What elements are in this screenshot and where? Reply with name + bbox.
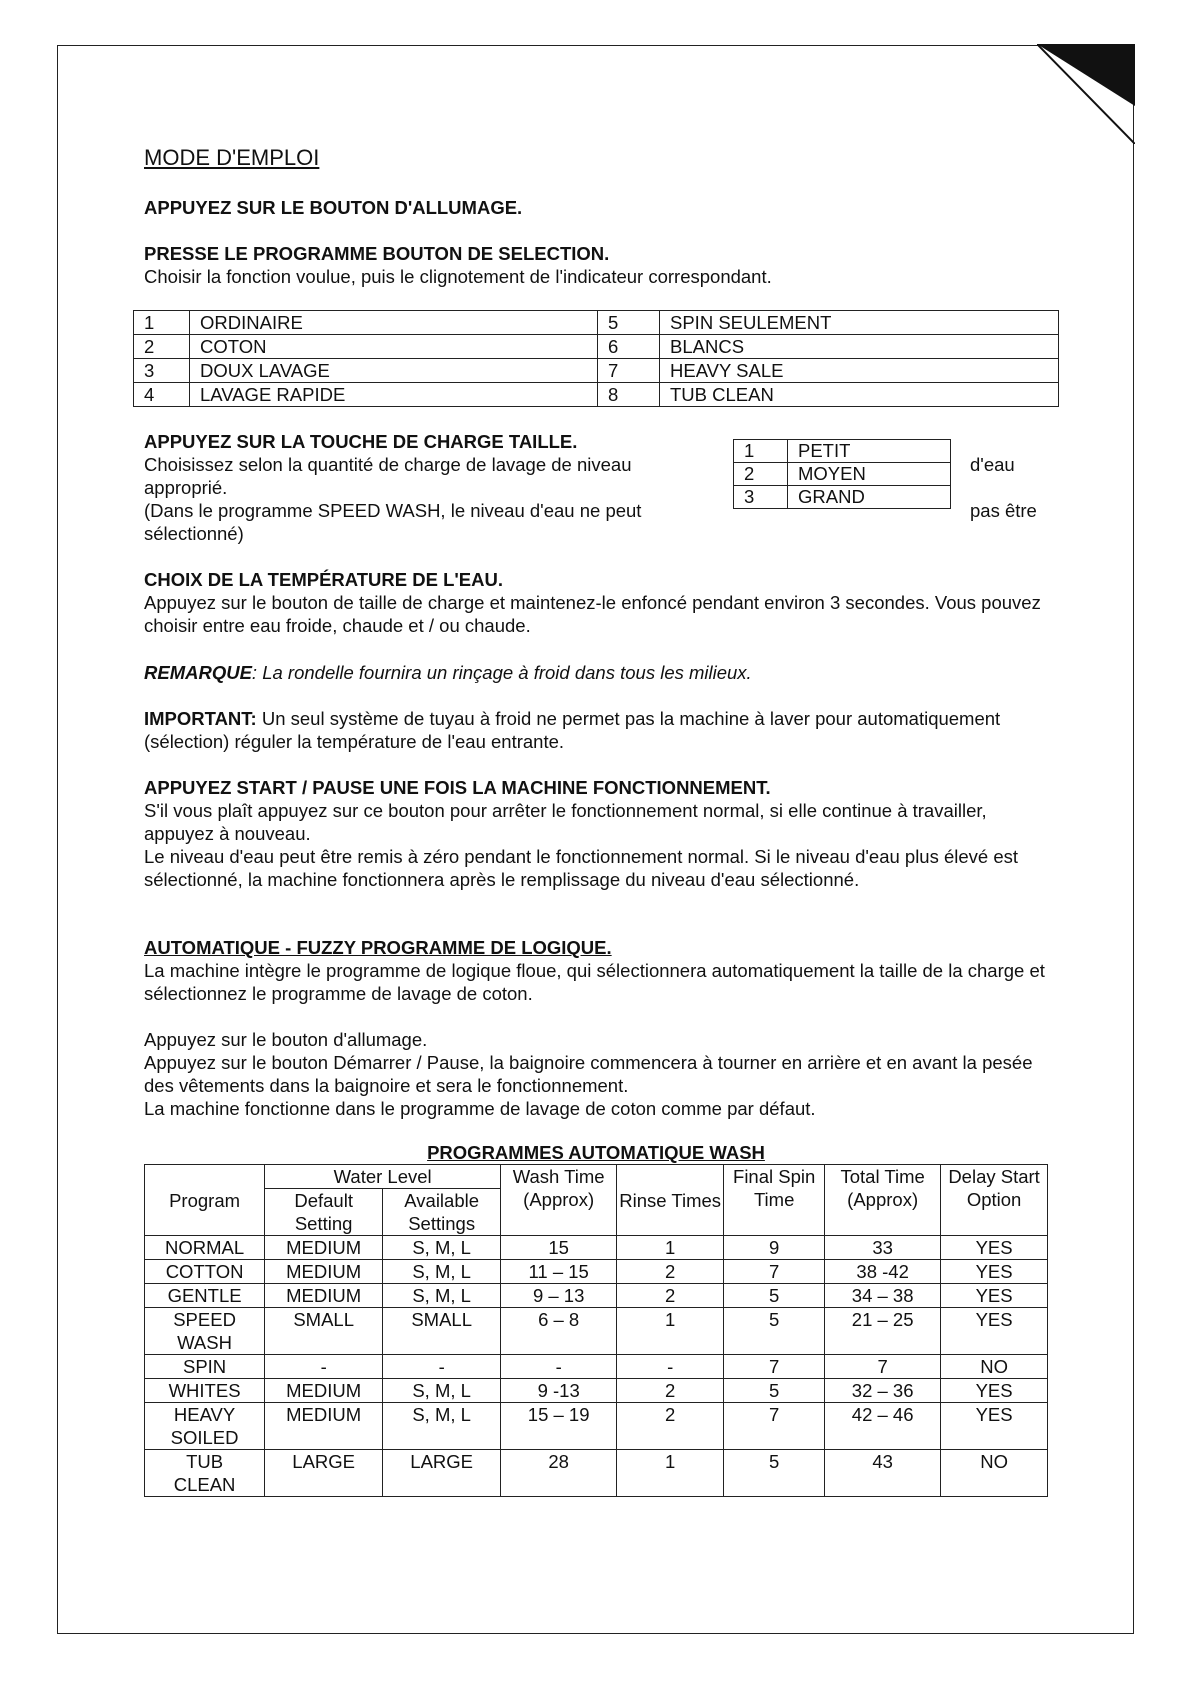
wash-cell-delay: YES <box>941 1260 1048 1284</box>
wash-cell-rinse: 2 <box>617 1260 724 1284</box>
wash-cell-total: 38 -42 <box>825 1260 941 1284</box>
wash-cell-program: SPIN <box>145 1355 265 1379</box>
wash-cell-default: MEDIUM <box>265 1403 383 1450</box>
load-cell-n: 2 <box>734 463 788 486</box>
wash-cell-delay: YES <box>941 1403 1048 1450</box>
wash-cell-program: GENTLE <box>145 1284 265 1308</box>
program-cell-n2: 5 <box>598 311 660 335</box>
load-cell-label: PETIT <box>788 440 951 463</box>
load-cell-label: MOYEN <box>788 463 951 486</box>
wash-cell-program: TUB CLEAN <box>145 1450 265 1497</box>
auto-text1: La machine intègre le programme de logique floue, qui sélectionnera automatiquement la taille de la charge et sélectionnez le programme de lavage de coton. <box>144 960 1045 1004</box>
step4-text: Appuyez sur le bouton de taille de charge et maintenez-le enfoncé pendant environ 3 secondes. Vous pouvez choisir entre eau froide, chaude et / ou chaude. <box>144 592 1041 636</box>
program-cell-l1: LAVAGE RAPIDE <box>190 383 598 407</box>
header-wash-time: Wash Time (Approx) <box>501 1165 617 1236</box>
wash-cell-spin: 5 <box>724 1379 825 1403</box>
load-cell-label: GRAND <box>788 486 951 509</box>
program-row <box>134 383 1059 407</box>
wash-cell-delay: YES <box>941 1379 1048 1403</box>
auto-text3: Appuyez sur le bouton Démarrer / Pause, la baignoire commencera à tourner en arrière et en avant la pesée des vêtements dans la baignoire et sera le fonctionnement. <box>144 1052 1033 1096</box>
wash-cell-available: S, M, L <box>383 1236 501 1260</box>
program-cell-n1: 1 <box>134 311 190 335</box>
wash-cell-available: S, M, L <box>383 1284 501 1308</box>
auto-text2: Appuyez sur le bouton d'allumage. <box>144 1029 428 1050</box>
program-table <box>133 310 1059 407</box>
header-available-settings: Available Settings <box>383 1189 501 1236</box>
corner-marker <box>1037 44 1135 144</box>
step3-side2: pas être <box>970 500 1037 521</box>
wash-cell-program: HEAVY SOILED <box>145 1403 265 1450</box>
wash-cell-wash: 6 – 8 <box>501 1308 617 1355</box>
wash-cell-available: S, M, L <box>383 1403 501 1450</box>
wash-cell-rinse: 2 <box>617 1379 724 1403</box>
wash-cell-program: SPEED WASH <box>145 1308 265 1355</box>
wash-cell-total: 43 <box>825 1450 941 1497</box>
program-cell-l1: ORDINAIRE <box>190 311 598 335</box>
wash-cell-default: - <box>265 1355 383 1379</box>
wash-program-table <box>144 1164 1048 1497</box>
load-size-table <box>733 439 951 509</box>
wash-cell-available: SMALL <box>383 1308 501 1355</box>
program-cell-l2: BLANCS <box>660 335 1059 359</box>
wash-cell-total: 34 – 38 <box>825 1284 941 1308</box>
program-cell-l2: SPIN SEULEMENT <box>660 311 1059 335</box>
wash-cell-delay: NO <box>941 1450 1048 1497</box>
wash-row <box>145 1379 1048 1403</box>
wash-cell-program: COTTON <box>145 1260 265 1284</box>
wash-cell-rinse: - <box>617 1355 724 1379</box>
step1-heading: APPUYEZ SUR LE BOUTON D'ALLUMAGE. <box>144 197 523 218</box>
wash-cell-default: MEDIUM <box>265 1260 383 1284</box>
wash-cell-total: 32 – 36 <box>825 1379 941 1403</box>
program-cell-n2: 7 <box>598 359 660 383</box>
header-delay-start: Delay Start Option <box>941 1165 1048 1236</box>
wash-cell-available: - <box>383 1355 501 1379</box>
wash-row <box>145 1284 1048 1308</box>
auto-text4: La machine fonctionne dans le programme de lavage de coton comme par défaut. <box>144 1098 816 1119</box>
step3-heading: APPUYEZ SUR LA TOUCHE DE CHARGE TAILLE. <box>144 431 578 452</box>
step5-text1: S'il vous plaît appuyez sur ce bouton pour arrêter le fonctionnement normal, si elle continue à travailler, appuyez à nouveau. <box>144 800 987 844</box>
load-cell-n: 3 <box>734 486 788 509</box>
wash-row <box>145 1450 1048 1497</box>
load-row <box>734 486 951 509</box>
step3-side1: d'eau <box>970 454 1015 475</box>
program-row <box>134 311 1059 335</box>
step3-line4: sélectionné) <box>144 523 244 544</box>
wash-cell-rinse: 1 <box>617 1308 724 1355</box>
wash-row <box>145 1236 1048 1260</box>
header-default-setting: Default Setting <box>265 1189 383 1236</box>
wash-cell-default: MEDIUM <box>265 1284 383 1308</box>
program-cell-l2: HEAVY SALE <box>660 359 1059 383</box>
wash-row <box>145 1355 1048 1379</box>
wash-cell-spin: 7 <box>724 1260 825 1284</box>
wash-cell-spin: 5 <box>724 1308 825 1355</box>
wash-cell-spin: 7 <box>724 1403 825 1450</box>
wash-cell-wash: 15 <box>501 1236 617 1260</box>
step4-heading: CHOIX DE LA TEMPÉRATURE DE L'EAU. <box>144 569 503 590</box>
wash-cell-wash: 9 -13 <box>501 1379 617 1403</box>
program-cell-n1: 4 <box>134 383 190 407</box>
remark-label: REMARQUE <box>144 662 252 683</box>
wash-cell-wash: 9 – 13 <box>501 1284 617 1308</box>
wash-table-caption: PROGRAMMES AUTOMATIQUE WASH <box>427 1142 765 1163</box>
wash-cell-spin: 9 <box>724 1236 825 1260</box>
wash-cell-default: SMALL <box>265 1308 383 1355</box>
wash-cell-rinse: 2 <box>617 1403 724 1450</box>
wash-cell-available: LARGE <box>383 1450 501 1497</box>
load-cell-n: 1 <box>734 440 788 463</box>
program-cell-l2: TUB CLEAN <box>660 383 1059 407</box>
wash-cell-spin: 5 <box>724 1284 825 1308</box>
wash-cell-total: 21 – 25 <box>825 1308 941 1355</box>
wash-cell-program: NORMAL <box>145 1236 265 1260</box>
header-water-level: Water Level <box>265 1165 501 1189</box>
step2-text: Choisir la fonction voulue, puis le clignotement de l'indicateur correspondant. <box>144 266 772 287</box>
program-row <box>134 335 1059 359</box>
wash-cell-rinse: 2 <box>617 1284 724 1308</box>
wash-cell-available: S, M, L <box>383 1260 501 1284</box>
wash-cell-available: S, M, L <box>383 1379 501 1403</box>
wash-cell-delay: YES <box>941 1236 1048 1260</box>
wash-cell-default: MEDIUM <box>265 1236 383 1260</box>
page-title: MODE D'EMPLOI <box>144 145 320 170</box>
step3-line2: approprié. <box>144 477 228 498</box>
step5-heading: APPUYEZ START / PAUSE UNE FOIS LA MACHINE FONCTIONNEMENT. <box>144 777 771 798</box>
wash-cell-wash: 28 <box>501 1450 617 1497</box>
step3-line1: Choisissez selon la quantité de charge de lavage de niveau <box>144 454 632 475</box>
wash-cell-spin: 5 <box>724 1450 825 1497</box>
header-program: Program <box>145 1165 265 1236</box>
wash-row <box>145 1260 1048 1284</box>
wash-cell-total: 42 – 46 <box>825 1403 941 1450</box>
wash-cell-program: WHITES <box>145 1379 265 1403</box>
program-cell-n1: 2 <box>134 335 190 359</box>
wash-cell-rinse: 1 <box>617 1236 724 1260</box>
load-row <box>734 463 951 486</box>
header-final-spin: Final Spin Time <box>724 1165 825 1236</box>
important-text: Un seul système de tuyau à froid ne permet pas la machine à laver pour automatiquement (sélection) réguler la température de l'eau entrante. <box>144 708 1001 752</box>
wash-row <box>145 1403 1048 1450</box>
wash-row <box>145 1308 1048 1355</box>
wash-cell-rinse: 1 <box>617 1450 724 1497</box>
wash-cell-delay: YES <box>941 1284 1048 1308</box>
program-cell-n2: 6 <box>598 335 660 359</box>
program-row <box>134 359 1059 383</box>
step2-heading: PRESSE LE PROGRAMME BOUTON DE SELECTION. <box>144 243 610 264</box>
wash-cell-wash: - <box>501 1355 617 1379</box>
wash-cell-spin: 7 <box>724 1355 825 1379</box>
remark-text: : La rondelle fournira un rinçage à froid dans tous les milieux. <box>251 662 752 683</box>
wash-cell-wash: 11 – 15 <box>501 1260 617 1284</box>
step5-text2: Le niveau d'eau peut être remis à zéro pendant le fonctionnement normal. Si le niveau d'eau plus élevé est sélectionné, la machine fonctionnera après le remplissage du niveau d'eau sélectionné. <box>144 846 1019 890</box>
wash-cell-default: LARGE <box>265 1450 383 1497</box>
load-row <box>734 440 951 463</box>
wash-cell-delay: NO <box>941 1355 1048 1379</box>
program-cell-n1: 3 <box>134 359 190 383</box>
wash-cell-total: 33 <box>825 1236 941 1260</box>
header-total-time: Total Time (Approx) <box>825 1165 941 1236</box>
wash-cell-total: 7 <box>825 1355 941 1379</box>
step3-line3: (Dans le programme SPEED WASH, le niveau d'eau ne peut <box>144 500 642 521</box>
wash-cell-delay: YES <box>941 1308 1048 1355</box>
program-cell-n2: 8 <box>598 383 660 407</box>
auto-heading: AUTOMATIQUE - FUZZY PROGRAMME DE LOGIQUE. <box>144 937 612 958</box>
important-label: IMPORTANT: <box>144 708 257 729</box>
program-cell-l1: DOUX LAVAGE <box>190 359 598 383</box>
wash-cell-default: MEDIUM <box>265 1379 383 1403</box>
header-rinse-times: Rinse Times <box>617 1165 724 1236</box>
wash-cell-wash: 15 – 19 <box>501 1403 617 1450</box>
program-cell-l1: COTON <box>190 335 598 359</box>
